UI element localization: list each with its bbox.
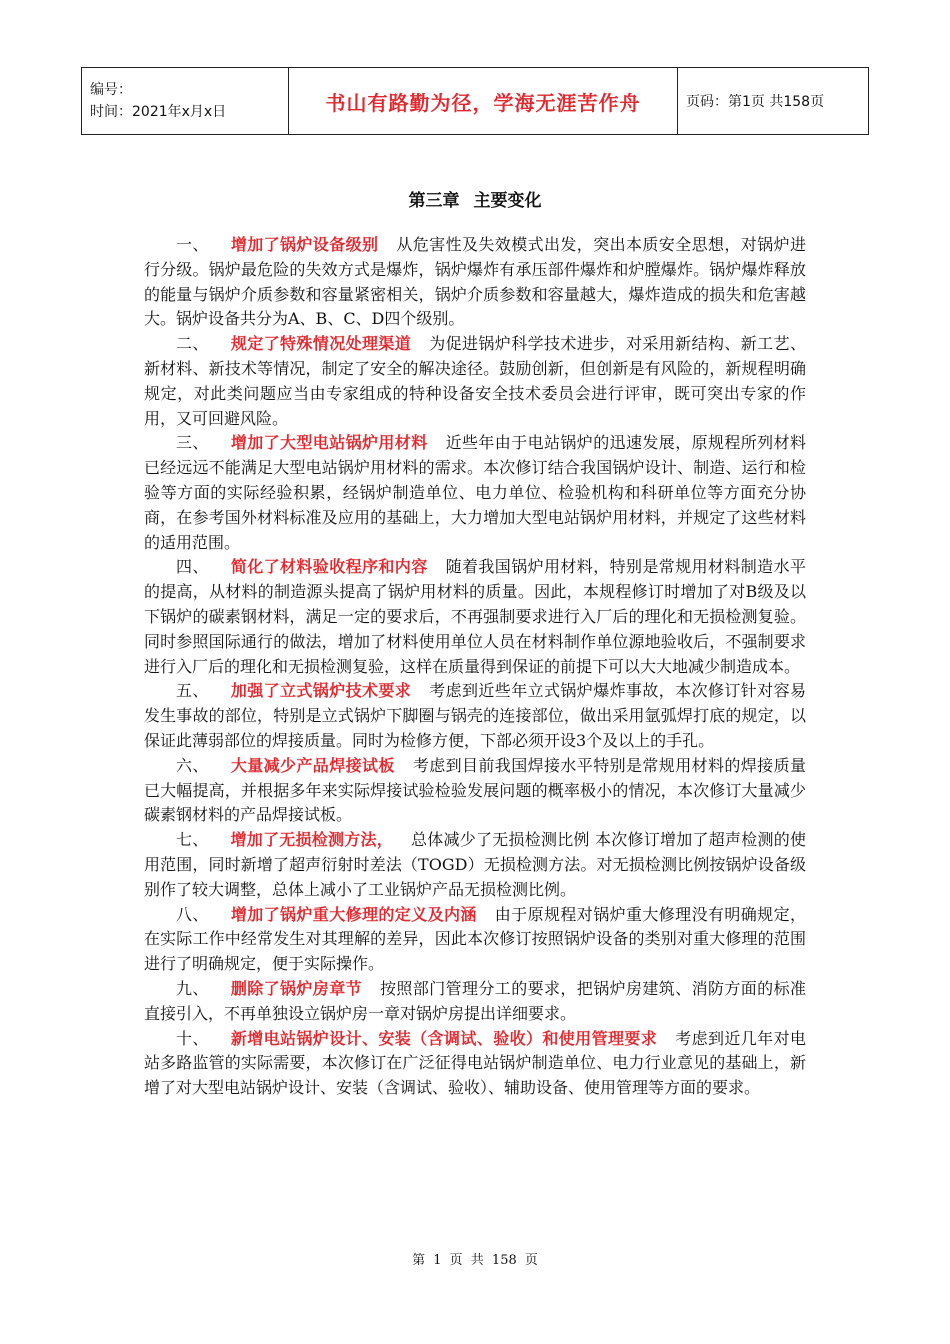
document-header [81, 67, 869, 135]
item-number: 六、 [176, 755, 209, 775]
change-item-paragraph [144, 679, 806, 753]
item-number: 八、 [176, 904, 209, 924]
item-heading: 大量减少产品焊接试板 [230, 755, 395, 775]
change-item-paragraph [144, 1027, 806, 1101]
item-text: 考虑到近些年立式锅炉爆炸事故，本次修订针对容易发生事故的部位，特别是立式锅炉下脚圈与锅壳的连接部位，做出采用氩弧焊打底的规定，以保证此薄弱部位的焊接质量。同时为检修方便，下部必须开设3个及以上的手孔。 [144, 681, 806, 750]
change-item-paragraph [144, 977, 806, 1027]
change-item-paragraph [144, 903, 806, 977]
item-number: 三、 [176, 433, 209, 453]
item-heading: 增加了大型电站锅炉用材料 [230, 433, 428, 453]
item-text: 由于原规程对锅炉重大修理没有明确规定，在实际工作中经常发生对其理解的差异，因此本次修订按照锅炉设备的类别对重大修理的范围进行了明确规定，便于实际操作。 [144, 904, 806, 974]
item-number: 二、 [176, 334, 209, 354]
change-item-paragraph [144, 555, 806, 679]
header-meta [82, 68, 289, 135]
item-heading: 增加了无损检测方法， [230, 830, 393, 850]
item-text: 考虑到目前我国焊接水平特别是常规用材料的焊接质量已大幅提高，并根据多年来实际焊接试验检验发展问题的概率极小的情况，本次修订大量减少碳素钢材料的产品焊接试板。 [144, 755, 806, 825]
item-heading: 加强了立式锅炉技术要求 [230, 681, 412, 701]
change-item-paragraph [144, 431, 806, 555]
chapter-title: 第三章 主要变化 [408, 191, 542, 211]
document-date: 时间：2021年x月x日 [90, 104, 227, 120]
item-number: 五、 [176, 681, 209, 701]
item-number: 四、 [176, 557, 209, 577]
item-heading: 规定了特殊情况处理渠道 [230, 334, 412, 354]
item-text: 考虑到近几年对电站多路监管的实际需要，本次修订在广泛征得电站锅炉制造单位、电力行业意见的基础上，新增了对大型电站锅炉设计、安装（含调试、验收）、辅助设备、使用管理等方面的要求。 [144, 1028, 806, 1098]
change-item-paragraph [144, 754, 806, 828]
item-text: 从危害性及失效模式出发，突出本质安全思想，对锅炉进行分级。锅炉最危险的失效方式是爆炸，锅炉爆炸有承压部件爆炸和炉膛爆炸。锅炉爆炸释放的能量与锅炉介质参数和容量紧密相关，锅炉介质参数和容量越大，爆炸造成的损失和危害越大。锅炉设备共分为A、B、C、D四个级别。 [144, 235, 806, 329]
item-number: 九、 [176, 978, 209, 998]
item-text: 近些年由于电站锅炉的迅速发展，原规程所列材料已经远远不能满足大型电站锅炉用材料的需求。本次修订结合我国锅炉设计、制造、运行和检验等方面的实际经验积累，经锅炉制造单位、电力单位、检验机构和科研单位等方面充分协商，在参考国外材料标准及应用的基础上，大力增加大型电站锅炉用材料，并规定了这些材料的适用范围。 [144, 433, 806, 552]
item-heading: 删除了锅炉房章节 [230, 978, 363, 998]
header-motto: 书山有路勤为径，学海无涯苦作舟 [289, 68, 678, 135]
document-number-label: 编号： [90, 82, 132, 98]
item-text: 总体减少了无损检测比例 本次修订增加了超声检测的使用范围，同时新增了超声衍射时差法（TOGD）无损检测方法。对无损检测比例按锅炉设备级别作了较大调整，总体上减小了工业锅炉产品无损检测比例。 [144, 830, 806, 899]
item-number: 十、 [176, 1028, 209, 1048]
item-heading: 增加了锅炉设备级别 [230, 235, 379, 254]
change-item-paragraph [144, 828, 806, 902]
change-item-paragraph [144, 233, 806, 332]
page-footer: 第 1 页 共 158 页 [412, 1253, 538, 1268]
body-text [144, 233, 806, 1101]
item-text: 随着我国锅炉用材料，特别是常规用材料制造水平的提高，从材料的制造源头提高了锅炉用材料的质量。因此，本规程修订时增加了对B级及以下锅炉的碳素钢材料，满足一定的要求后，不再强制要求进行入厂后的理化和无损检测复验。同时参照国际通行的做法，增加了材料使用单位人员在材料制作单位源地验收后，不强制要求进行入厂后的理化和无损检测复验，这样在质量得到保证的前提下可以大大地减少制造成本。 [144, 557, 806, 676]
header-page-info: 页码：第1页 共158页 [678, 68, 869, 135]
item-number: 一、 [176, 235, 209, 254]
item-number: 七、 [176, 830, 209, 850]
item-heading: 增加了锅炉重大修理的定义及内涵 [230, 904, 477, 924]
item-text: 按照部门管理分工的要求，把锅炉房建筑、消防方面的标准直接引入，不再单独设立锅炉房一章对锅炉房提出详细要求。 [144, 978, 806, 1023]
item-heading: 新增电站锅炉设计、安装（含调试、验收）和使用管理要求 [230, 1028, 658, 1048]
change-item-paragraph [144, 332, 806, 431]
item-text: 为促进锅炉科学技术进步，对采用新结构、新工艺、新材料、新技术等情况，制定了安全的解决途径。鼓励创新，但创新是有风险的，新规程明确规定，对此类问题应当由专家组成的特种设备安全技术委员会进行评审，既可突出专家的作用，又可回避风险。 [144, 334, 806, 428]
item-heading: 简化了材料验收程序和内容 [230, 557, 428, 577]
